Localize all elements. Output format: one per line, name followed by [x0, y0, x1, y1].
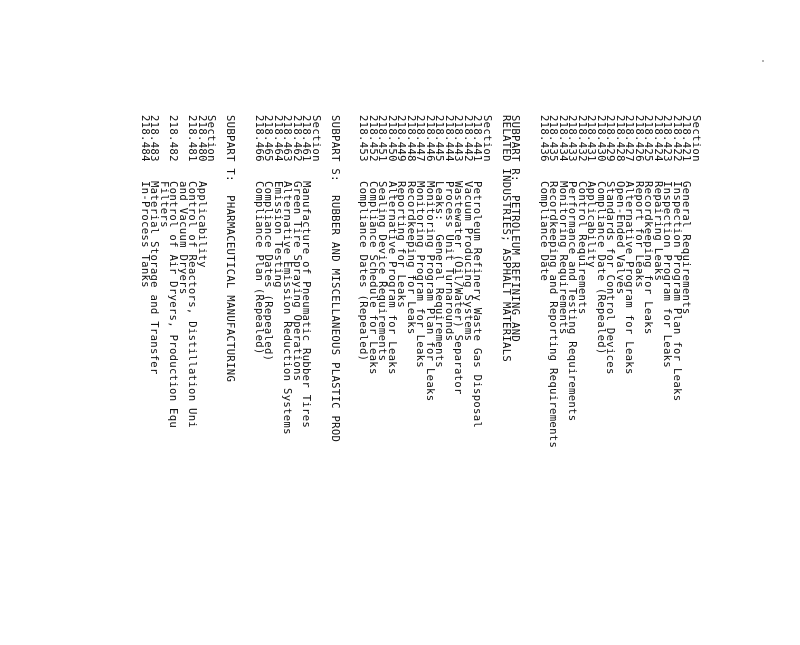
section-number: 218.446 — [424, 115, 436, 162]
section-header: Section — [205, 115, 218, 162]
scan-speck — [762, 60, 764, 62]
section-number: 218.481 — [186, 115, 199, 162]
section-number: 218.424 — [652, 115, 664, 162]
section-title: Control Requirements — [576, 181, 588, 315]
section-title: Alternative Emission Reduction Systems — [281, 181, 294, 435]
section-title: Compliance Dates (Repealed) — [262, 181, 275, 362]
section-title: Monitoring Program Plan for Leaks — [424, 181, 436, 402]
section-title: Reporting for Leaks — [395, 181, 408, 308]
section-number: 218.480 — [196, 115, 208, 162]
subpart-heading: RELATED INDUSTRIES; ASPHALT MATERIALS — [500, 115, 512, 363]
section-number: 218.449 — [395, 115, 408, 162]
section-number: 218.452 — [367, 115, 379, 162]
spacer — [121, 115, 140, 645]
section-number: 218.425 — [642, 115, 655, 162]
section-number: 218.463 — [281, 115, 294, 162]
spacer — [339, 115, 358, 645]
section-title: Process Unit Turnarounds — [443, 181, 455, 342]
section-row — [358, 115, 368, 645]
section-number: 218.431 — [585, 115, 598, 162]
section-title: Green Tire Spraying Operations — [291, 181, 303, 382]
section-number: 218.428 — [614, 115, 626, 162]
subpart-heading: SUBPART T: PHARMACEUTICAL MANUFACTURING — [224, 115, 237, 383]
section-title: Standards for Control Devices — [604, 181, 617, 375]
section-number: 218.427 — [623, 115, 636, 162]
spacer — [235, 115, 254, 645]
section-title: Recordkeeping for Leaks — [405, 181, 417, 335]
section-number: 218.444 — [443, 115, 455, 162]
section-number: 218.441 — [471, 115, 484, 162]
section-title: and Vacuum Dryers — [177, 181, 189, 295]
section-number: 218.443 — [452, 115, 465, 162]
section-title: Compliance Plan (Repealed) — [253, 181, 265, 355]
section-number: 218.448 — [405, 115, 417, 162]
section-number: 218.484 — [139, 115, 151, 162]
section-row — [254, 115, 264, 645]
section-number: 218.453 — [357, 115, 370, 162]
section-title: Open-Ended Valves — [614, 181, 626, 295]
section-row — [140, 115, 150, 645]
section-number: 218.433 — [566, 115, 579, 162]
section-number: 218.483 — [148, 115, 161, 162]
section-number: 218.430 — [595, 115, 607, 162]
section-number: 218.450 — [386, 115, 398, 162]
section-title: Compliance Dates (Repealed) — [357, 181, 370, 362]
section-header: Section — [310, 115, 322, 162]
section-title: Compliance Date — [538, 181, 550, 282]
section-title: Performance and Testing Requirements — [566, 181, 579, 422]
section-number: 218.435 — [547, 115, 560, 162]
section-title: Control of Reactors, Distillation Uni — [186, 181, 199, 429]
section-number: 218.421 — [680, 115, 693, 162]
section-title: Recordkeeping for Leaks — [642, 181, 655, 335]
section-number: 218.465 — [262, 115, 275, 162]
section-number: 218.447 — [414, 115, 427, 162]
section-title: Emission Testing — [272, 181, 284, 288]
section-header: Section — [481, 115, 493, 162]
section-title: Wastewater (Oil/Water) Separator — [452, 181, 465, 395]
spacer — [520, 115, 539, 645]
section-number: 218.442 — [462, 115, 474, 162]
section-title: In-Process Tanks — [139, 181, 151, 288]
section-number: 218.429 — [604, 115, 617, 162]
section-title: Inspection Program for Leaks — [661, 181, 674, 368]
section-title: Applicability — [585, 181, 598, 268]
section-title: Filters — [158, 181, 170, 228]
section-header: Section — [690, 115, 702, 162]
section-title: Report for Leaks — [633, 181, 645, 288]
section-number: 218.451 — [376, 115, 389, 162]
section-number: 218.432 — [576, 115, 588, 162]
section-title: Monitoring Program for Leaks — [414, 181, 427, 368]
section-number: 218.482 — [167, 115, 180, 162]
section-title: Compliance Schedule for Leaks — [367, 181, 379, 375]
section-title: Recordkeeping and Reporting Requirements — [547, 181, 560, 449]
section-title: Leaks: General Requirements — [433, 181, 446, 368]
section-number: 218.466 — [253, 115, 265, 162]
section-number: 218.436 — [538, 115, 550, 162]
section-number: 218.462 — [291, 115, 303, 162]
section-title: Alternative Program for Leaks — [386, 181, 398, 375]
section-title: Control of Air Dryers, Production Equ — [167, 181, 180, 429]
section-title: Monitoring Requirements — [557, 181, 569, 335]
section-title: Petroleum Refinery Waste Gas Disposal — [471, 181, 484, 429]
section-number: 218.464 — [272, 115, 284, 162]
section-title: Inspection Program Plan for Leaks — [671, 181, 683, 402]
section-title: Repairing Leaks — [652, 181, 664, 282]
section-number: 218.423 — [661, 115, 674, 162]
rotated-text-block — [80, 115, 700, 645]
section-number: 218.426 — [633, 115, 645, 162]
section-number: 218.445 — [433, 115, 446, 162]
subpart-heading: SUBPART S: RUBBER AND MISCELLANEOUS PLASTIC PROD — [329, 115, 341, 443]
section-title: Manufacture of Pneumatic Rubber Tires — [300, 181, 313, 429]
section-title: Compliance Date (Repealed) — [595, 181, 607, 355]
section-title: General Requirements — [680, 181, 693, 315]
section-title: Vacuum Producing Systems — [462, 181, 474, 342]
section-number: 218.461 — [300, 115, 313, 162]
subpart-heading: SUBPART R: PETROLEUM REFINING AND — [509, 115, 522, 343]
section-title: Applicability — [196, 181, 208, 268]
section-title: Material Storage and Transfer — [148, 181, 161, 375]
section-number: 218.422 — [671, 115, 683, 162]
section-number: 218.434 — [557, 115, 569, 162]
section-row — [539, 115, 549, 645]
section-title: Sealing Device Requirements — [376, 181, 389, 362]
section-title: Alternative Program for Leaks — [623, 181, 636, 375]
